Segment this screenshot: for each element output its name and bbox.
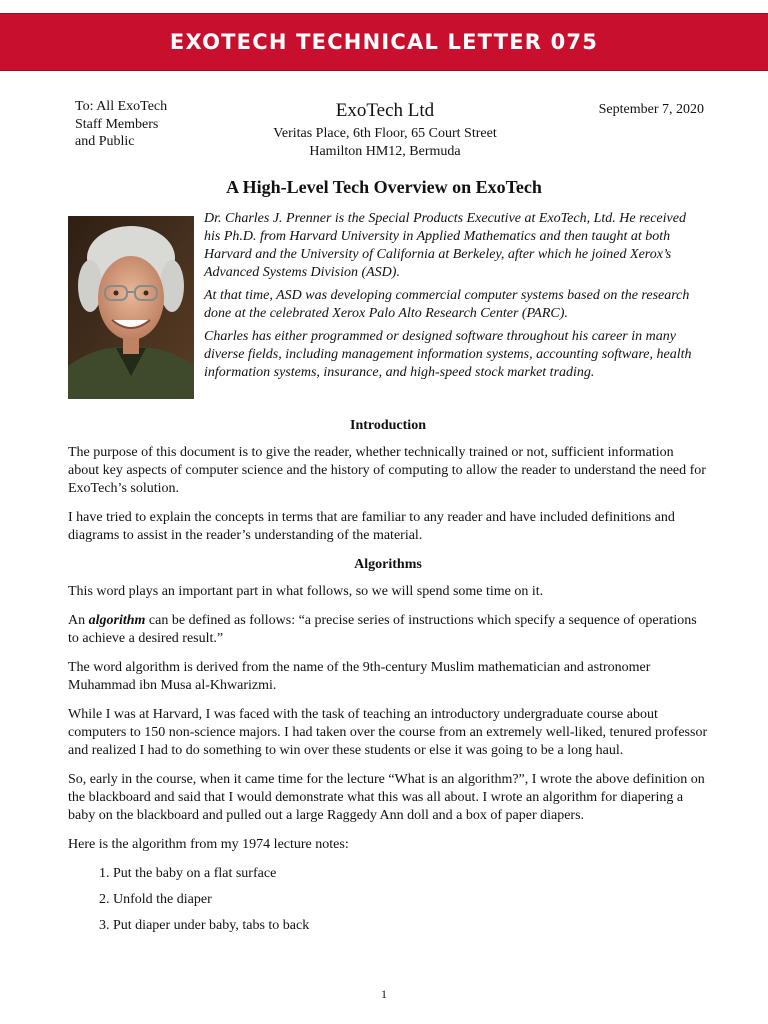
body-paragraph: The word algorithm is derived from the name of the 9th-century Muslim mathematician and astronomer Muhammad ibn Musa al-Khwarizmi. [68, 660, 651, 693]
recipient-line: Staff Members [75, 116, 159, 132]
body-paragraph: So, early in the course, when it came time for the lecture “What is an algorithm?”, I wrote the above definition on the blackboard and said that I would demonstrate what this was all about. I wrote an algorithm for diapering a baby on the blackboard and pulled out a large Raggedy Ann doll and a box of paper diapers. [68, 772, 705, 823]
list-item: 2. Unfold the diaper [113, 891, 708, 909]
recipient-line: To: All ExoTech [75, 99, 168, 114]
letter-date: September 7, 2020 [598, 102, 704, 117]
defined-term: algorithm [88, 613, 146, 628]
company-block [230, 100, 540, 161]
page-number: 1 [381, 987, 387, 1001]
definition-prefix: An [68, 613, 89, 628]
banner-title: EXOTECH TECHNICAL LETTER 075 [169, 30, 599, 54]
bio-paragraph: Dr. Charles J. Prenner is the Special Products Executive at ExoTech, Ltd. He received his Ph.D. from Harvard University in Applied Mathematics and then taught at both Harvard and the University of California at Berkeley, after which he joined Xerox’s Advanced Systems Division (ASD). [204, 211, 686, 280]
document-title: A High-Level Tech Overview on ExoTech [226, 177, 542, 197]
author-photo [68, 216, 194, 399]
company-address [230, 125, 540, 161]
algorithm-steps-list [68, 865, 708, 935]
body-paragraph: Here is the algorithm from my 1974 lecture notes: [68, 837, 349, 852]
bio-paragraph: At that time, ASD was developing commercial computer systems based on the research done at the celebrated Xerox Palo Alto Research Center (PARC). [204, 288, 690, 321]
author-bio [204, 210, 696, 387]
company-name: ExoTech Ltd [335, 100, 435, 121]
address-line: Hamilton HM12, Bermuda [309, 144, 461, 159]
bio-paragraph: Charles has either programmed or designed software throughout his career in many diverse fields, including management information systems, accounting software, health information systems, insurance, and high-speed stock market trading. [204, 329, 692, 380]
author-portrait-image [68, 216, 194, 399]
definition-paragraph [68, 612, 708, 648]
section-heading-algorithms: Algorithms [354, 557, 422, 572]
definition-text: can be defined as follows: “a precise series of instructions which specify a sequence of operations to achieve a desired result.” [68, 613, 697, 646]
body-paragraph: The purpose of this document is to give the reader, whether technically trained or not, sufficient information about key aspects of computer science and the history of computing to allow the reader to understand the need for ExoTech’s solution. [68, 445, 706, 496]
recipient-block [75, 98, 167, 151]
address-line: Veritas Place, 6th Floor, 65 Court Street [273, 126, 497, 141]
letter-body [68, 417, 708, 943]
list-item: 1. Put the baby on a flat surface [113, 865, 708, 883]
recipient-line: and Public [75, 134, 135, 149]
body-paragraph: I have tried to explain the concepts in terms that are familiar to any reader and have included definitions and diagrams to assist in the reader’s understanding of the material. [68, 510, 675, 543]
title-banner [0, 13, 768, 71]
body-paragraph: While I was at Harvard, I was faced with the task of teaching an introductory undergraduate course about computers to 150 non-science majors. I had taken over the course from an extremely well-liked, tenured professor and realized I had to do something to win over these students or else it was going to be a long haul. [68, 707, 708, 758]
list-item: 3. Put diaper under baby, tabs to back [113, 917, 708, 935]
section-heading-introduction: Introduction [350, 418, 426, 433]
body-paragraph: This word plays an important part in what follows, so we will spend some time on it. [68, 584, 544, 599]
